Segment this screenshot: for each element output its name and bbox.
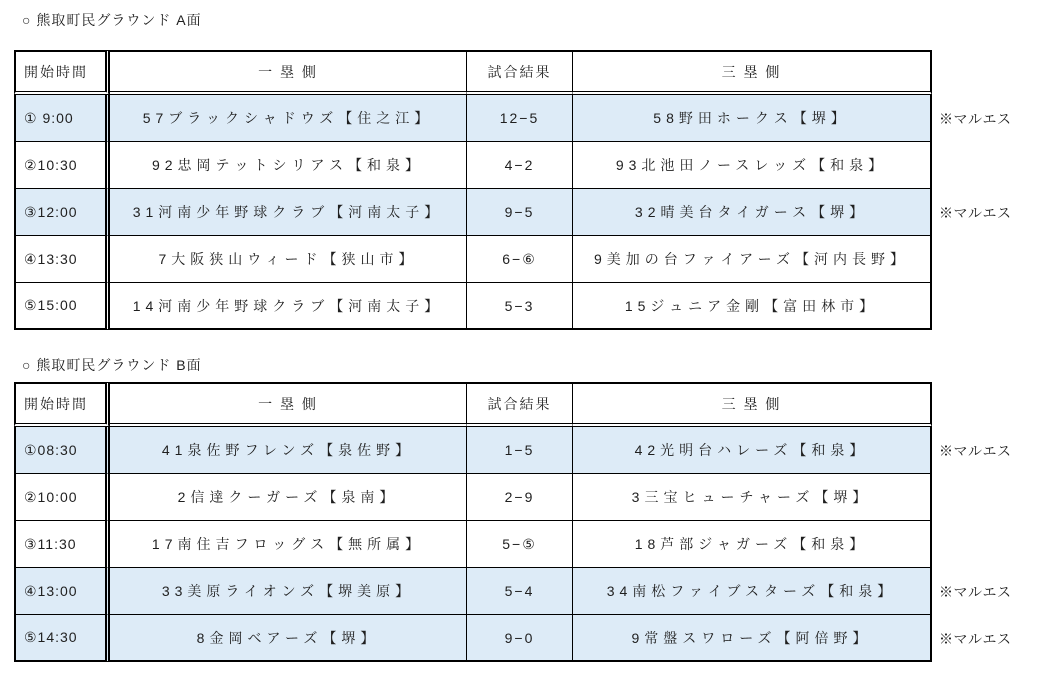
result-cell: 4−2 bbox=[467, 142, 573, 189]
result-cell: 1−5 bbox=[467, 427, 573, 474]
section-title-ground-b: ○ 熊取町民グラウンド B面 bbox=[22, 357, 202, 373]
third-base-team-cell: 58野田ホークス【堺】 bbox=[573, 95, 932, 142]
first-base-team-cell: 8金岡ベアーズ【堺】 bbox=[110, 615, 467, 662]
start-time-cell: ④13:30 bbox=[14, 236, 110, 283]
first-base-team-cell: 17南住吉フロッグス【無所属】 bbox=[110, 521, 467, 568]
maruesu-note: ※マルエス bbox=[939, 442, 1012, 459]
first-base-team-cell: 7大阪狭山ウィード【狭山市】 bbox=[110, 236, 467, 283]
start-time-cell: ① 9:00 bbox=[14, 95, 110, 142]
maruesu-note: ※マルエス bbox=[939, 204, 1012, 221]
maruesu-note bbox=[932, 283, 1038, 330]
third-base-team-cell: 18芦部ジャガーズ【和泉】 bbox=[573, 521, 932, 568]
third-base-team-cell: 34南松ファイブスターズ【和泉】 bbox=[573, 568, 932, 615]
header-third-base-side: 三 塁 側 bbox=[573, 382, 932, 427]
start-time-cell: ⑤15:00 bbox=[14, 283, 110, 330]
header-note-spacer bbox=[932, 50, 1038, 95]
start-time-cell: ①08:30 bbox=[14, 427, 110, 474]
header-note-spacer bbox=[932, 382, 1038, 427]
result-cell: 9−5 bbox=[467, 189, 573, 236]
result-cell: 6−⑥ bbox=[467, 236, 573, 283]
third-base-team-cell: 9美加の台ファイアーズ【河内長野】 bbox=[573, 236, 932, 283]
header-game-result: 試合結果 bbox=[467, 50, 573, 95]
third-base-team-cell: 32晴美台タイガース【堺】 bbox=[573, 189, 932, 236]
start-time-cell: ⑤14:30 bbox=[14, 615, 110, 662]
third-base-team-cell: 15ジュニア金剛【富田林市】 bbox=[573, 283, 932, 330]
first-base-team-cell: 57ブラックシャドウズ【住之江】 bbox=[110, 95, 467, 142]
section-title-ground-a: ○ 熊取町民グラウンド A面 bbox=[22, 12, 202, 28]
maruesu-note bbox=[932, 521, 1038, 568]
header-game-result: 試合結果 bbox=[467, 382, 573, 427]
third-base-team-cell: 42光明台ハレーズ【和泉】 bbox=[573, 427, 932, 474]
header-start-time: 開始時間 bbox=[14, 50, 110, 95]
header-first-base-side: 一 塁 側 bbox=[110, 50, 467, 95]
start-time-cell: ③12:00 bbox=[14, 189, 110, 236]
maruesu-note bbox=[932, 236, 1038, 283]
first-base-team-cell: 2信達クーガーズ【泉南】 bbox=[110, 474, 467, 521]
result-cell: 5−4 bbox=[467, 568, 573, 615]
start-time-cell: ②10:00 bbox=[14, 474, 110, 521]
maruesu-note: ※マルエス bbox=[939, 583, 1012, 600]
first-base-team-cell: 14河南少年野球クラブ【河南太子】 bbox=[110, 283, 467, 330]
first-base-team-cell: 92忠岡テットシリアス【和泉】 bbox=[110, 142, 467, 189]
header-first-base-side: 一 塁 側 bbox=[110, 382, 467, 427]
third-base-team-cell: 9常盤スワローズ【阿倍野】 bbox=[573, 615, 932, 662]
first-base-team-cell: 31河南少年野球クラブ【河南太子】 bbox=[110, 189, 467, 236]
third-base-team-cell: 93北池田ノースレッズ【和泉】 bbox=[573, 142, 932, 189]
result-cell: 9−0 bbox=[467, 615, 573, 662]
maruesu-note bbox=[932, 474, 1038, 521]
maruesu-note: ※マルエス bbox=[939, 630, 1012, 647]
start-time-cell: ④13:00 bbox=[14, 568, 110, 615]
maruesu-note: ※マルエス bbox=[939, 110, 1012, 127]
header-third-base-side: 三 塁 側 bbox=[573, 50, 932, 95]
result-cell: 5−3 bbox=[467, 283, 573, 330]
start-time-cell: ②10:30 bbox=[14, 142, 110, 189]
result-cell: 12−5 bbox=[467, 95, 573, 142]
result-cell: 2−9 bbox=[467, 474, 573, 521]
header-start-time: 開始時間 bbox=[14, 382, 110, 427]
result-cell: 5−⑤ bbox=[467, 521, 573, 568]
first-base-team-cell: 41泉佐野フレンズ【泉佐野】 bbox=[110, 427, 467, 474]
schedule-table-b bbox=[14, 382, 1038, 662]
start-time-cell: ③11:30 bbox=[14, 521, 110, 568]
maruesu-note bbox=[932, 142, 1038, 189]
schedule-table-a bbox=[14, 50, 1038, 330]
third-base-team-cell: 3三宝ヒューチャーズ【堺】 bbox=[573, 474, 932, 521]
first-base-team-cell: 33美原ライオンズ【堺美原】 bbox=[110, 568, 467, 615]
